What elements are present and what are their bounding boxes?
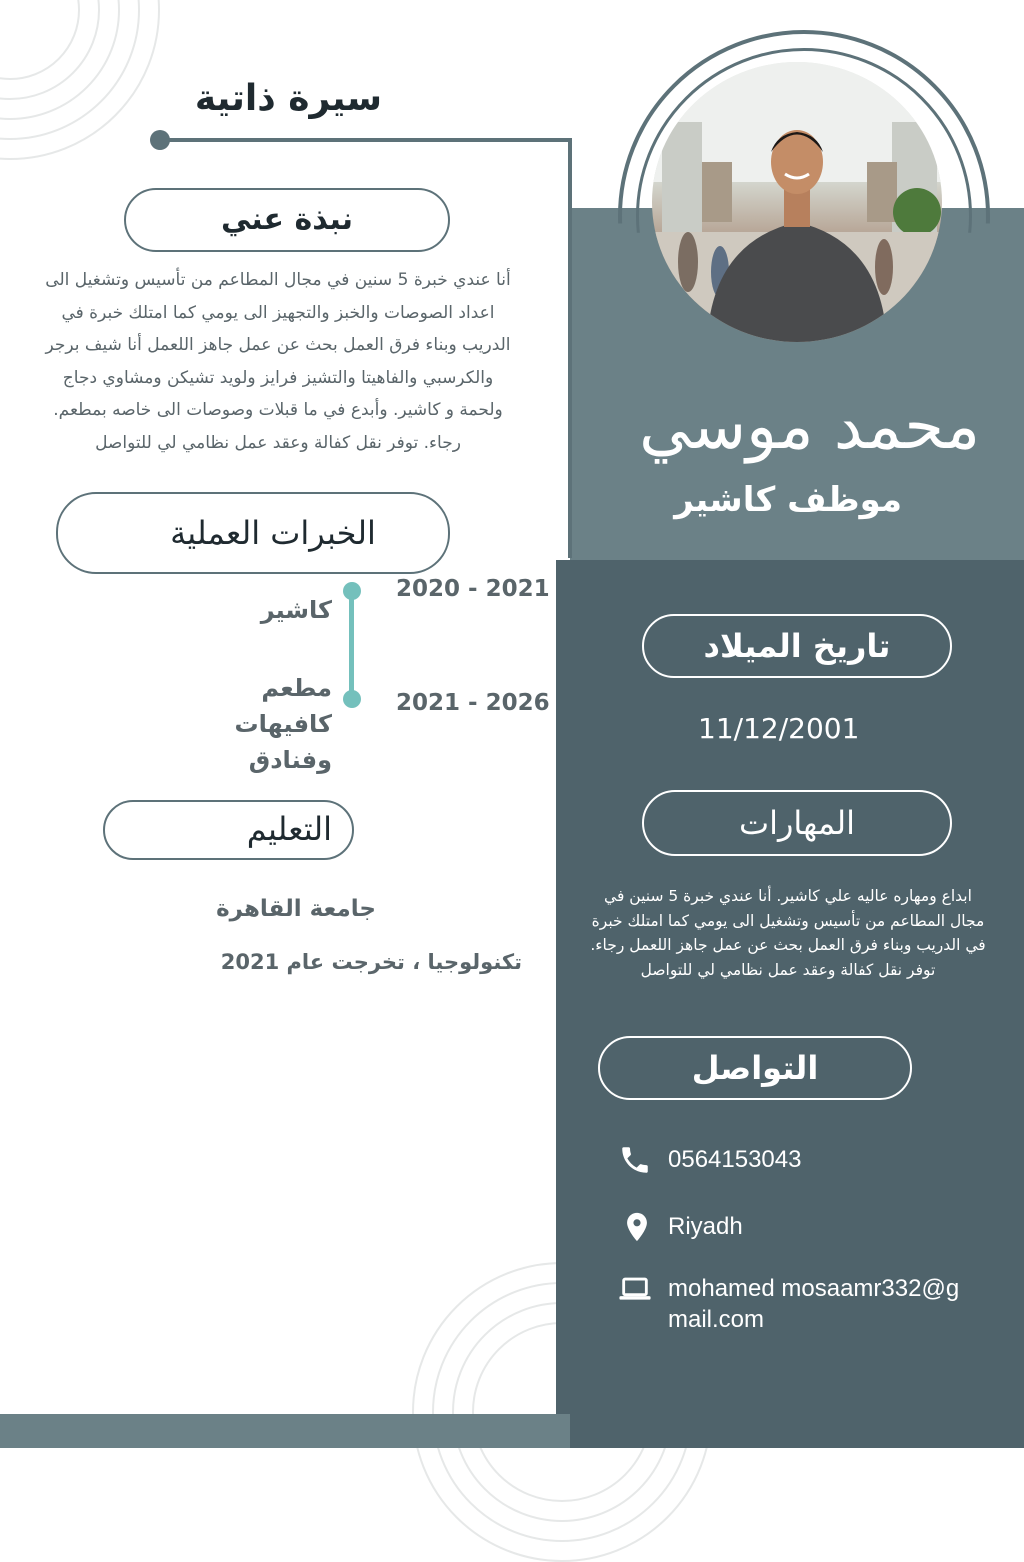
contact-heading-pill xyxy=(598,1036,912,1100)
about-heading-pill xyxy=(124,188,450,252)
bottom-bar xyxy=(0,1414,570,1448)
profile-photo-illustration xyxy=(652,62,942,342)
education-heading: التعليم xyxy=(246,810,332,848)
birthdate-heading-pill xyxy=(642,614,952,678)
skills-heading: المهارات xyxy=(738,804,856,842)
experience-role: كاشير xyxy=(260,596,332,624)
contact-heading: التواصل xyxy=(691,1049,819,1087)
skills-heading-pill xyxy=(642,790,952,856)
location-pin-icon xyxy=(620,1210,654,1244)
about-text: أنا عندي خبرة 5 سنين في مجال المطاعم من تأسيس وتشغيل الى اعداد الصوصات والخبز والتجهيز الى يومي كما امتلك خبرة في الدريب وبناء فرق العمل بحث عن عمل جاهز اللعمل أنا شيف برجر والكرسبي والفاهيتا والتشيز فرايز ولويد تشيكن ومشاوي دجاج ولحمة و كاشير. وأبدع في ما قبلات وصوصات الى خاصه بمطعم. رجاء. توفر نقل كفالة وعقد عمل نظامي لي للتواصل xyxy=(45,270,511,453)
experience-period: 2021 - 2026 xyxy=(396,690,550,716)
about-heading: نبذة عني xyxy=(220,202,354,237)
person-job-title: موظف كاشير xyxy=(674,480,902,520)
birthdate-value: 11/12/2001 xyxy=(698,712,860,745)
profile-photo xyxy=(652,62,942,342)
timeline-dot xyxy=(343,582,361,600)
experience-heading: الخبرات العملية xyxy=(170,514,376,552)
education-degree: تكنولوجيا ، تخرجت عام 2021 xyxy=(220,950,522,974)
person-name: محمد موسي xyxy=(639,390,980,464)
contact-email[interactable]: mohamed mosaamr332@gmail.com xyxy=(668,1275,960,1333)
skills-text: ابداع ومهاره عاليه علي كاشير. أنا عندي خبرة 5 سنين في مجال المطاعم من تأسيس وتشغيل الى يومي كما امتلك خبرة في الدريب وبناء فرق العمل بحث عن عمل جاهز اللعمل رجاء. توفر نقل كفالة وعقد عمل نظامي لي للتواصل xyxy=(590,887,986,979)
header-line-vertical xyxy=(568,138,572,558)
header-dot xyxy=(150,130,170,150)
birthdate-heading: تاريخ الميلاد xyxy=(703,627,891,665)
contact-location: Riyadh xyxy=(668,1213,743,1240)
phone-icon xyxy=(618,1143,652,1177)
experience-role: مطعم كافيهات وفنادق xyxy=(234,674,332,774)
experience-period: 2020 - 2021 xyxy=(396,576,550,602)
education-heading-pill xyxy=(103,800,354,860)
decorative-arcs-top-left xyxy=(0,0,160,160)
timeline-dot xyxy=(343,690,361,708)
laptop-icon xyxy=(618,1272,652,1306)
header-line xyxy=(160,138,572,142)
page-title: سيرة ذاتية xyxy=(194,78,382,119)
experience-heading-pill xyxy=(56,492,450,574)
contact-phone[interactable]: 0564153043 xyxy=(668,1146,802,1173)
education-school: جامعة القاهرة xyxy=(216,896,376,922)
timeline-line xyxy=(349,592,354,700)
